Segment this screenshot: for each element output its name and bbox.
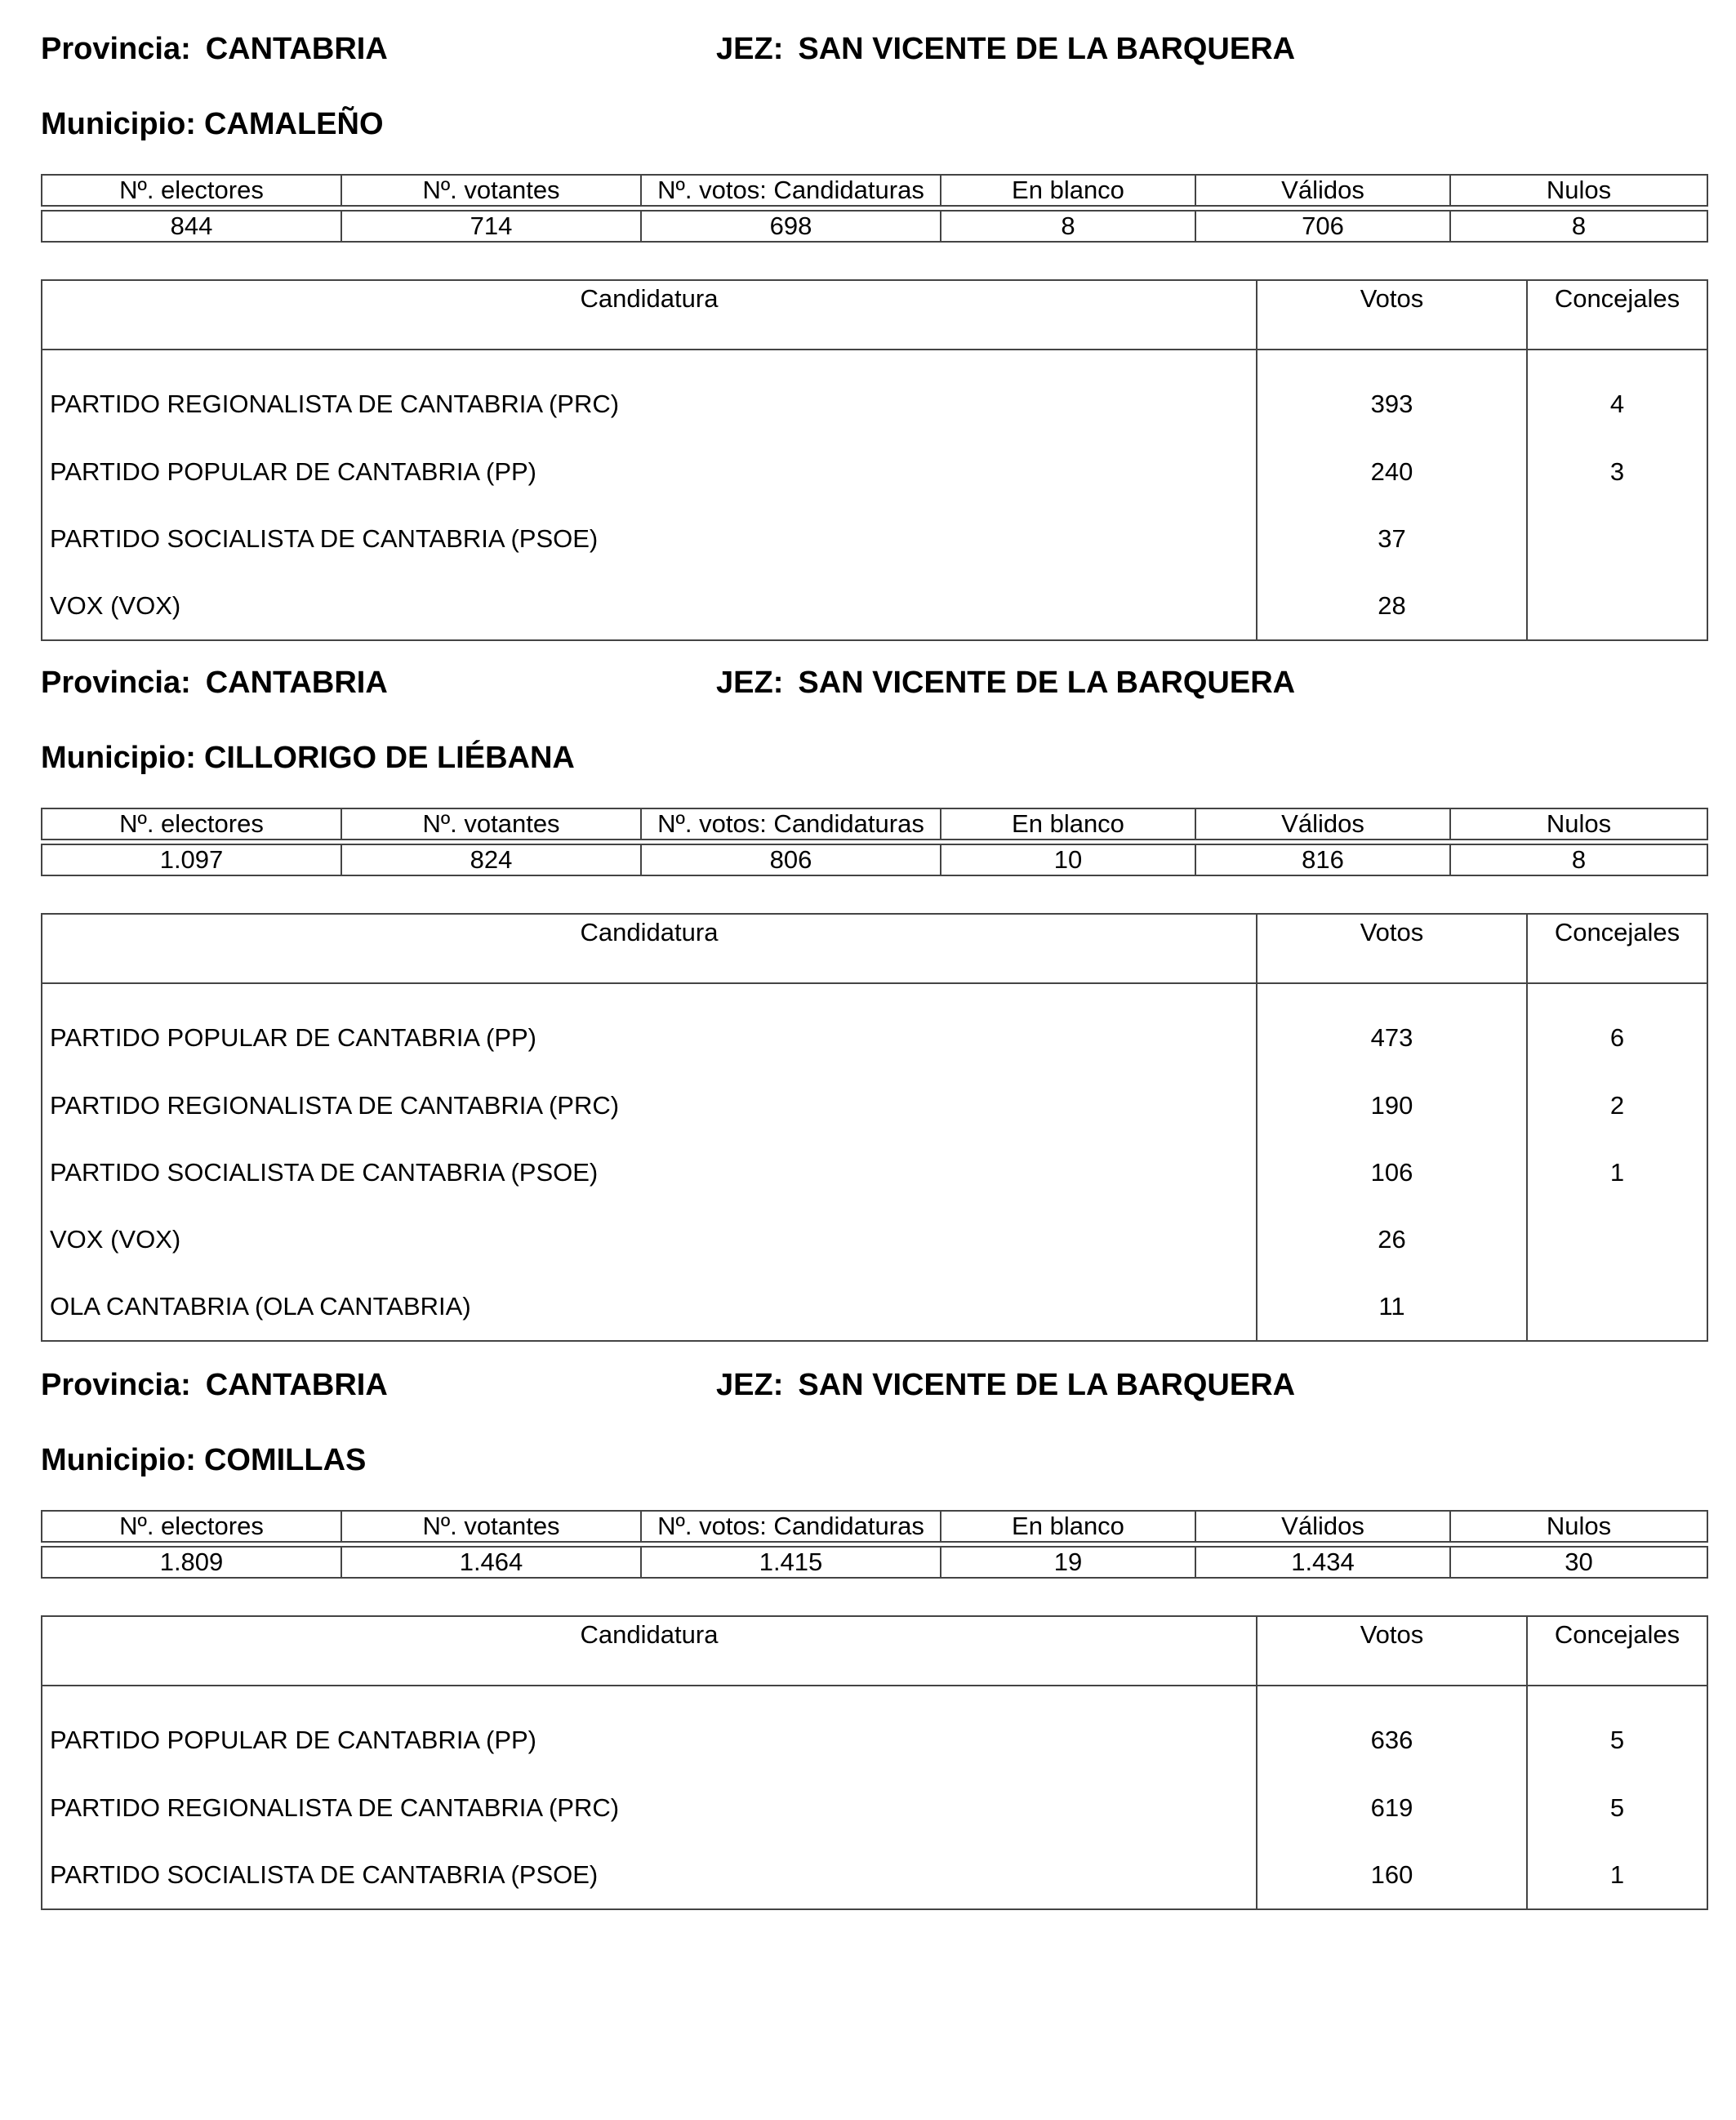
- jez-value: SAN VICENTE DE LA BARQUERA: [798, 1368, 1296, 1402]
- table-row: PARTIDO POPULAR DE CANTABRIA (PP) 240 3: [42, 439, 1707, 506]
- candidaturas-header-row: Candidatura Votos Concejales: [42, 1616, 1707, 1686]
- municipio-heading: Municipio: COMILLAS: [41, 1443, 367, 1477]
- jez-heading: JEZ: SAN VICENTE DE LA BARQUERA: [716, 32, 1296, 66]
- summary-value-row: 844 714 698 8 706 8: [42, 211, 1707, 242]
- municipio-value: COMILLAS: [203, 1443, 367, 1477]
- jez-value: SAN VICENTE DE LA BARQUERA: [798, 666, 1296, 700]
- summary-header-row: Nº. electores Nº. votantes Nº. votos: Candidaturas En blanco Válidos Nulos: [42, 1511, 1707, 1542]
- municipio-value: CILLORIGO DE LIÉBANA: [203, 741, 575, 775]
- municipio-heading: Municipio: CAMALEÑO: [41, 107, 384, 141]
- table-row: OLA CANTABRIA (OLA CANTABRIA) 11: [42, 1273, 1707, 1341]
- summary-value-row: 1.809 1.464 1.415 19 1.434 30: [42, 1547, 1707, 1578]
- provincia-value: CANTABRIA: [205, 1368, 388, 1402]
- summary-header-row: Nº. electores Nº. votantes Nº. votos: Candidaturas En blanco Válidos Nulos: [42, 808, 1707, 840]
- candidaturas-table: [41, 1615, 1708, 1910]
- candidaturas-header-row: Candidatura Votos Concejales: [42, 280, 1707, 350]
- table-row: PARTIDO SOCIALISTA DE CANTABRIA (PSOE) 160 1: [42, 1842, 1707, 1909]
- candidaturas-header-row: Candidatura Votos Concejales: [42, 914, 1707, 983]
- municipio-section: [41, 658, 1707, 1328]
- table-row: PARTIDO REGIONALISTA DE CANTABRIA (PRC) 393 4: [42, 350, 1707, 439]
- provincia-heading: Provincia: CANTABRIA: [41, 32, 388, 66]
- municipio-section: [41, 24, 1707, 621]
- summary-table: [41, 174, 1708, 243]
- table-row: PARTIDO REGIONALISTA DE CANTABRIA (PRC) 190 2: [42, 1072, 1707, 1139]
- summary-table: [41, 808, 1708, 876]
- table-row: VOX (VOX) 28: [42, 572, 1707, 640]
- provincia-value: CANTABRIA: [205, 32, 388, 66]
- table-row: PARTIDO SOCIALISTA DE CANTABRIA (PSOE) 37: [42, 506, 1707, 572]
- table-row: VOX (VOX) 26: [42, 1206, 1707, 1273]
- summary-table: [41, 1510, 1708, 1579]
- candidaturas-table: [41, 913, 1708, 1342]
- table-row: PARTIDO POPULAR DE CANTABRIA (PP) 473 6: [42, 983, 1707, 1072]
- table-row: PARTIDO REGIONALISTA DE CANTABRIA (PRC) 619 5: [42, 1775, 1707, 1842]
- summary-value-row: 1.097 824 806 10 816 8: [42, 844, 1707, 875]
- table-row: PARTIDO SOCIALISTA DE CANTABRIA (PSOE) 106 1: [42, 1139, 1707, 1206]
- municipio-value: CAMALEÑO: [203, 107, 384, 141]
- candidaturas-table: [41, 279, 1708, 641]
- provincia-heading: Provincia: CANTABRIA: [41, 1368, 388, 1402]
- jez-value: SAN VICENTE DE LA BARQUERA: [798, 32, 1296, 66]
- municipio-heading: Municipio: CILLORIGO DE LIÉBANA: [41, 741, 575, 775]
- jez-heading: JEZ: SAN VICENTE DE LA BARQUERA: [716, 1368, 1296, 1402]
- municipio-section: [41, 1361, 1707, 1908]
- summary-header-row: Nº. electores Nº. votantes Nº. votos: Candidaturas En blanco Válidos Nulos: [42, 175, 1707, 206]
- jez-heading: JEZ: SAN VICENTE DE LA BARQUERA: [716, 666, 1296, 700]
- provincia-value: CANTABRIA: [205, 666, 388, 700]
- provincia-heading: Provincia: CANTABRIA: [41, 666, 388, 700]
- table-row: PARTIDO POPULAR DE CANTABRIA (PP) 636 5: [42, 1686, 1707, 1775]
